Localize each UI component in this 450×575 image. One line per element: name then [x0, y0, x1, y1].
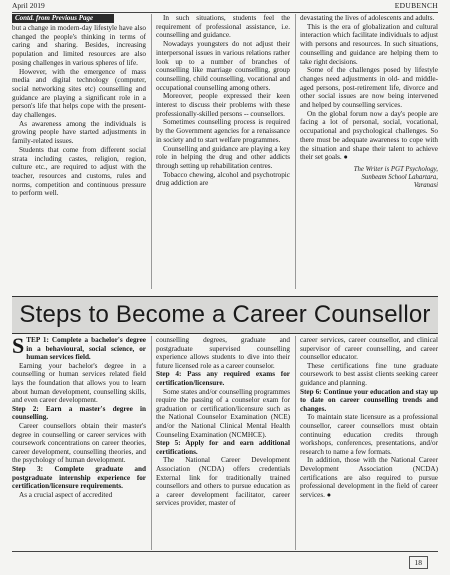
paragraph: This is the era of globalization and cultural interaction which facilitate individuals to adjust with persons and resources. In such situations, counselling and guidance are helping them to take right decisions. — [300, 22, 438, 66]
paragraph: Counselling and guidance are playing a key role in helping the drug and other addicts through setting up rehabilitation centres. — [156, 144, 290, 170]
step-heading: Step 2: Earn a master's degree in counselling. — [12, 404, 146, 422]
step-heading: Step 5: Apply for and earn additional certifications. — [156, 439, 290, 456]
paragraph: Some of the challenges posed by lifestyle changes need adjustments in old- and middle-aged persons, post-retirement life, divorce and other social issues are now being intervened and helped by counselling services. — [300, 66, 438, 110]
paragraph: devastating the lives of adolescents and adults. — [300, 14, 435, 22]
paragraph: Some states and/or counselling programmes require the passing of a counselor exam for graduation or certification/licensure such as the National Counselor Examination (NCE) and/or the National Clinical Mental Health Counseling Examination (NCMHCE). — [156, 387, 290, 439]
paragraph: Tobacco chewing, alcohol and psychotropic drug addiction are — [156, 170, 290, 188]
paragraph: In addition, those with the National Career Development Association (NCDA) certifications are also required to pursue professional development in the field of career services. ● — [300, 456, 438, 499]
page-header — [12, 0, 438, 13]
author-byline — [300, 166, 438, 191]
step-heading: Step 4: Pass any required exams for certification/licensure. — [156, 370, 290, 387]
byline-line: Varanasi — [413, 182, 438, 190]
continued-column-1 — [12, 14, 146, 289]
paragraph: Nowadays youngsters do not adjust their interpersonal issues in various relations rather look up to a number of branches of counselling like marriage counselling, group counselling, child counselling, vocational and occupational counselling among others. — [156, 40, 290, 92]
paragraph: Career counsellors obtain their master's degree in counselling or career services with coursework concentrations on career theories, career development, counselling theories, and the psychology of human development. — [12, 421, 146, 465]
paragraph: career services, career counsellor, and clinical supervisor of career counselling, and career counsellor educator. — [300, 336, 438, 362]
paragraph: On the global forum now a day's people are facing a lot of personal, social, vocational, occupational and psychological challenges. So there must be adequate awareness to cope with the situation and shape their talent to achieve their set goals. ● — [300, 109, 438, 162]
paragraph: These certifications fine tune graduate coursework to best assist clients seeking career guidance and planning. — [300, 361, 438, 387]
article-title: Steps to Become a Career Counsellor — [12, 296, 438, 334]
paragraph: As a crucial aspect of accredited — [19, 490, 113, 499]
issue-date: April 2019 — [12, 1, 45, 10]
page-number: 18 — [409, 556, 429, 569]
column-divider — [151, 336, 152, 550]
paragraph: The National Career Development Association (NCDA) offers credentials External link for traditionally trained counsellors and others to pursue education as a career development facilitator, career services provider, master of — [156, 456, 290, 508]
continued-column-2 — [156, 14, 290, 289]
paragraph: Earning your bachelor's degree in a counselling or human services related field lays the foundation that allows you to learn about human development, counselling skills, and even career development. — [12, 361, 146, 405]
page-footer — [12, 551, 438, 572]
paragraph: However, with the emergence of mass media and digital technology (computer, social networking sites etc) counselling and guidance are playing a significant role in a person's life that helps cope with the present-day challenges. — [12, 67, 146, 120]
paragraph: As awareness among the individuals is growing people have started adjustments in family-related issues. — [12, 119, 146, 146]
publication-name: EDUBENCH — [394, 1, 438, 10]
column-divider — [151, 14, 152, 289]
paragraph: but a change in modern-day lifestyle have also changed the people's thinking in terms of caring and sharing. Besides, increasing population and limited resources are also posing challenges in various spheres of life. — [12, 24, 146, 67]
paragraph: To maintain state licensure as a professional counsellor, career counsellors must obtain continuing education credits through workshops, conferences, presentations, and/or research to name a few formats. — [300, 413, 438, 456]
article-column-1 — [12, 336, 146, 550]
byline-line: Sunbeam School Lahartara, — [361, 174, 438, 182]
paragraph: counselling degrees, graduate and postgraduate supervised counselling experience allows students to dive into their future licensed role as a career counselor. — [156, 336, 290, 370]
newspaper-page — [12, 0, 438, 575]
paragraph: Moreover, people expressed their keen interest to discuss their problems with these professionally-skilled persons -- counsellors. — [156, 92, 290, 118]
drop-cap: S — [12, 336, 25, 358]
continued-article — [12, 14, 438, 289]
step-heading — [12, 336, 146, 362]
paragraph: Students that come from different social strata including castes, religion, region, culture etc., are required to adjust with the teacher, resources and customs, rules and norms, competition and continuous pressure to perform well. — [12, 145, 146, 198]
column-divider — [295, 14, 296, 289]
column-divider — [295, 336, 296, 550]
step-heading: Step 6: Continue your education and stay up to date on career counselling trends and changes. — [300, 387, 438, 413]
byline-line: The Writer is PGT Psychology, — [353, 165, 438, 173]
step-heading: Step 3: Complete graduate and postgraduate internship experience for certification/licensure requirements. — [12, 464, 146, 491]
article-column-2 — [156, 336, 290, 550]
continued-column-3 — [300, 14, 438, 289]
steps-article — [12, 336, 438, 550]
continued-label: Contd. from Previous Page — [12, 14, 114, 23]
paragraph: Sometimes counselling process is required by the Government agencies for a renaissance in society and to start welfare programmes. — [156, 118, 290, 144]
article-column-3 — [300, 336, 438, 550]
paragraph: In such situations, students feel the requirement of professional assistance, i.e. counselling and guidance. — [156, 14, 290, 40]
step-heading-text: TEP 1: Complete a bachelor's degree in a behavioural, social science, or human services field. — [26, 336, 146, 362]
